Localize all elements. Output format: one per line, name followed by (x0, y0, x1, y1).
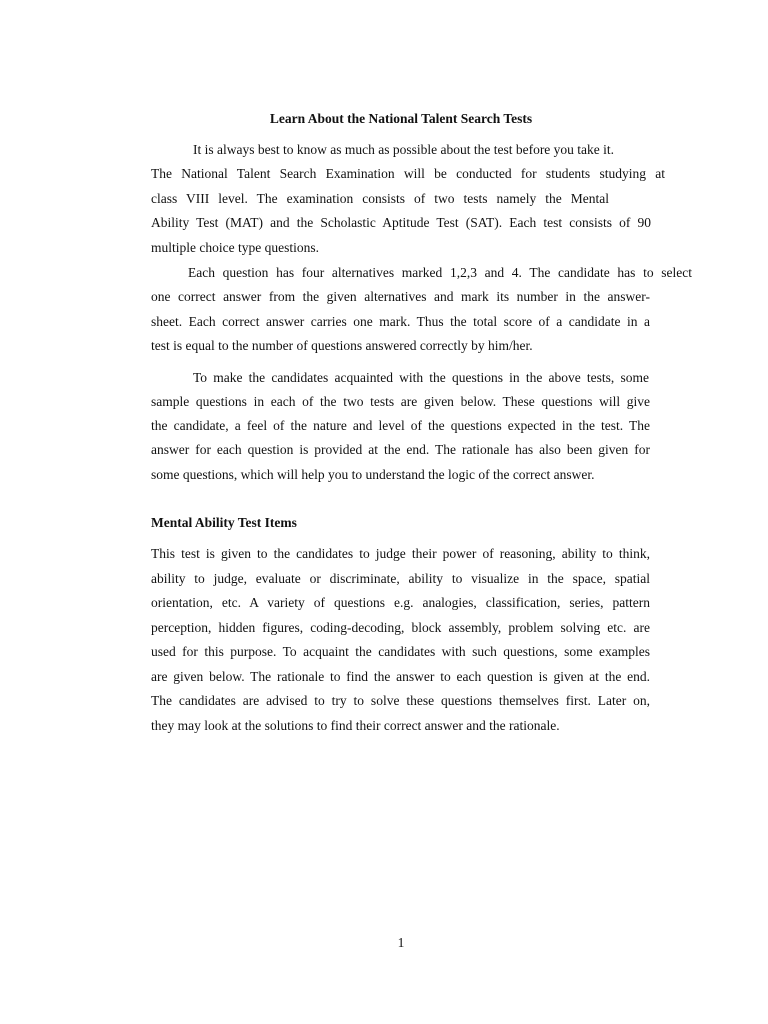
question-line: test is equal to the number of questions answered correctly by him/her. (151, 338, 533, 353)
mat-line: orientation, etc. A variety of questions e.g. analogies, classification, series, pattern (151, 595, 650, 610)
intro-line: The National Talent Search Examination will be conducted for students studying at (151, 166, 665, 181)
page-title: Learn About the National Talent Search Tests (269, 111, 533, 126)
intro-line: It is always best to know as much as possible about the test before you take it. (193, 142, 615, 157)
intro-line: multiple choice type questions. (151, 240, 319, 255)
intro-line: class VIII level. The examination consists of two tests namely the Mental (151, 191, 609, 206)
page-number: 1 (397, 935, 405, 950)
mat-line: perception, hidden figures, coding-decoding, block assembly, problem solving etc. are (151, 620, 650, 635)
section-heading: Mental Ability Test Items (151, 515, 297, 530)
sample-line: some questions, which will help you to understand the logic of the correct answer. (151, 467, 595, 482)
mat-line: This test is given to the candidates to judge their power of reasoning, ability to think, (151, 546, 650, 561)
mat-line: they may look at the solutions to find their correct answer and the rationale. (151, 718, 560, 733)
question-line: one correct answer from the given alternatives and mark its number in the answer- (151, 289, 650, 304)
sample-line: sample questions in each of the two tests are given below. These questions will give (151, 394, 650, 409)
mat-line: used for this purpose. To acquaint the candidates with such questions, some examples (151, 644, 650, 659)
mat-line: ability to judge, evaluate or discriminate, ability to visualize in the space, spatial (151, 571, 650, 586)
sample-line: the candidate, a feel of the nature and level of the questions expected in the test. The (151, 418, 650, 433)
sample-line: answer for each question is provided at the end. The rationale has also been given for (151, 442, 650, 457)
mat-line: are given below. The rationale to find the answer to each question is given at the end. (151, 669, 650, 684)
question-line: Each question has four alternatives marked 1,2,3 and 4. The candidate has to select (188, 265, 692, 280)
mat-line: The candidates are advised to try to solve these questions themselves first. Later on, (151, 693, 650, 708)
intro-line: Ability Test (MAT) and the Scholastic Aptitude Test (SAT). Each test consists of 90 (151, 215, 651, 230)
question-line: sheet. Each correct answer carries one mark. Thus the total score of a candidate in a (151, 314, 650, 329)
sample-line: To make the candidates acquainted with the questions in the above tests, some (193, 370, 649, 385)
